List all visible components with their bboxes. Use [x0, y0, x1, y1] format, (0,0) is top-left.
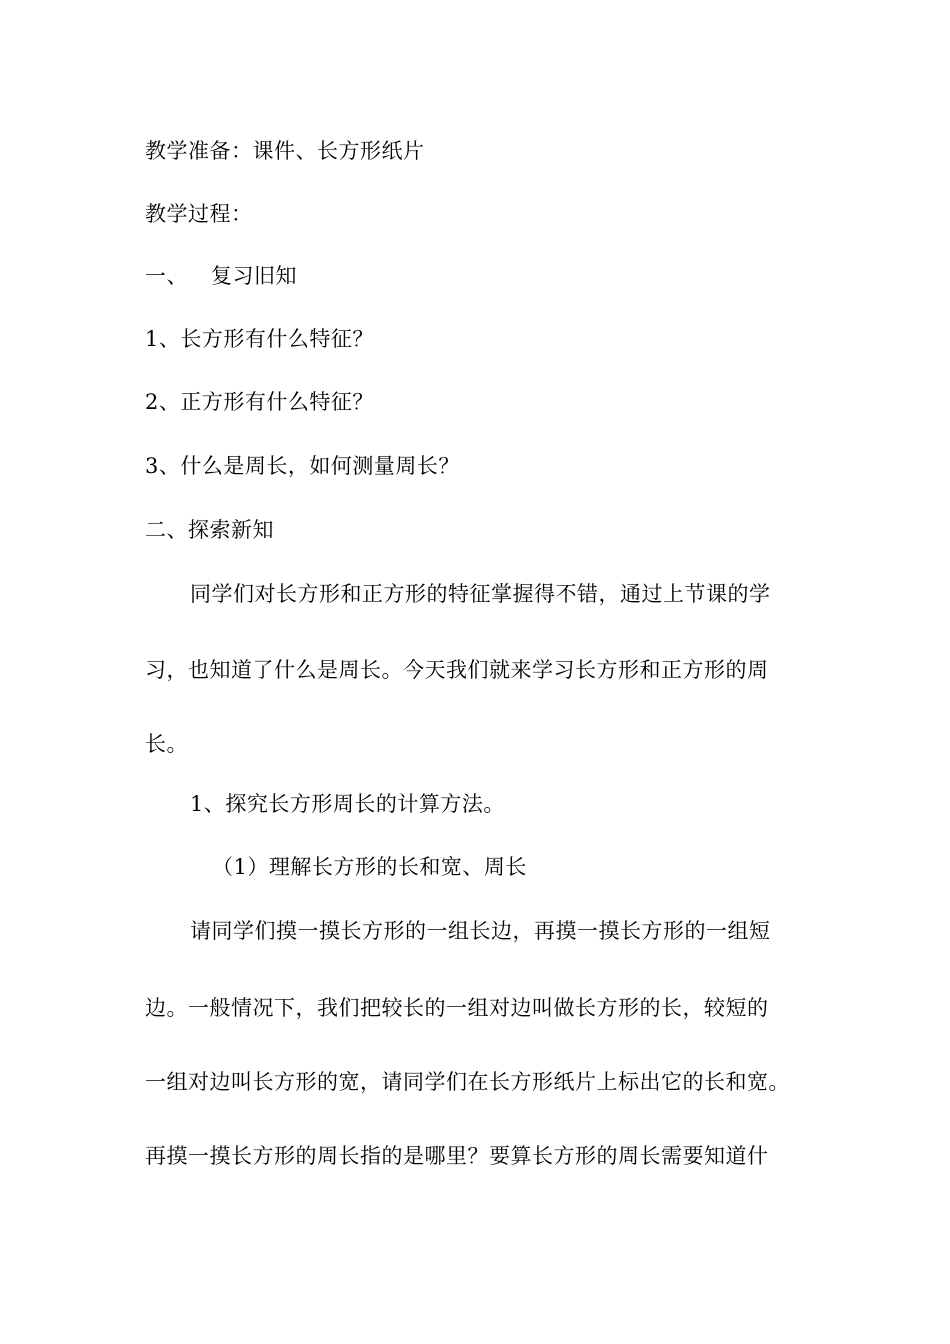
teaching-process-heading: 教学过程： [145, 202, 253, 226]
teaching-prep: 教学准备：课件、长方形纸片 [145, 139, 425, 163]
subsection-1: 1、探究长方形周长的计算方法。 [190, 792, 505, 816]
review-question-2: 2、正方形有什么特征？ [145, 390, 374, 414]
paragraph-line-3: 一组对边叫长方形的宽，请同学们在长方形纸片上标出它的长和宽。 [145, 1070, 790, 1094]
section-two-heading: 二、探索新知 [145, 518, 274, 542]
intro-line-1: 同学们对长方形和正方形的特征掌握得不错，通过上节课的学 [190, 582, 771, 606]
review-question-3: 3、什么是周长，如何测量周长？ [145, 454, 460, 478]
intro-line-3: 长。 [145, 732, 188, 756]
section-one-title: 复习旧知 [211, 264, 297, 288]
subsection-1-1: （1）理解长方形的长和宽、周长 [212, 855, 527, 879]
intro-line-2: 习，也知道了什么是周长。今天我们就来学习长方形和正方形的周 [145, 658, 769, 682]
paragraph-line-4: 再摸一摸长方形的周长指的是哪里？要算长方形的周长需要知道什 [145, 1144, 769, 1168]
section-one-number: 一、 [145, 264, 188, 288]
section-one-heading [145, 262, 297, 290]
review-question-1: 1、长方形有什么特征？ [145, 327, 374, 351]
paragraph-line-2: 边。一般情况下，我们把较长的一组对边叫做长方形的长，较短的 [145, 996, 769, 1020]
paragraph-line-1: 请同学们摸一摸长方形的一组长边，再摸一摸长方形的一组短 [190, 919, 771, 943]
